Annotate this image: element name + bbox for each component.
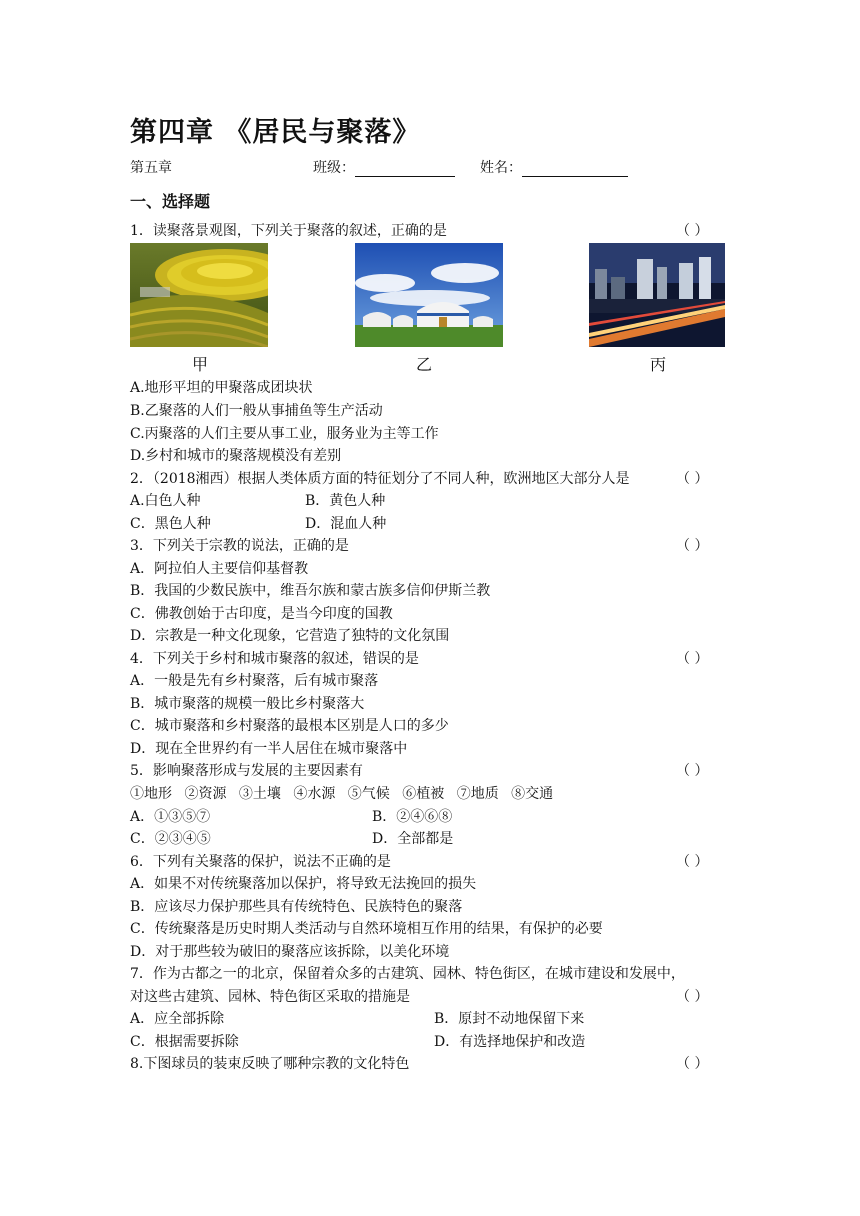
q3-answer-paren: （ ）	[676, 538, 709, 554]
q4-stem: 4．下列关于乡村和城市聚落的叙述，错误的是	[130, 651, 419, 667]
q5-stem: 5．影响聚落形成与发展的主要因素有	[130, 763, 363, 779]
q4-option-b: B．城市聚落的规模一般比乡村聚落大	[130, 696, 365, 712]
terraced-village-photo	[130, 243, 268, 347]
caption-yi: 乙	[416, 355, 433, 374]
q2-stem: 2．（2018湘西）根据人类体质方面的特征划分了不同人种，欧洲地区大部分人是	[130, 471, 630, 487]
q3-option-d: D．宗教是一种文化现象，它营造了独特的文化氛围	[130, 628, 450, 644]
q6-option-a: A．如果不对传统聚落加以保护，将导致无法挽回的损失	[130, 876, 477, 892]
q3-option-c: C．佛教创始于古印度，是当今印度的国教	[130, 606, 393, 622]
q4-option-a: A．一般是先有乡村聚落，后有城市聚落	[130, 673, 379, 689]
q3-option-a: A．阿拉伯人主要信仰基督教	[130, 561, 309, 577]
chapter-label: 第五章	[130, 160, 172, 176]
q2-answer-paren: （ ）	[676, 471, 709, 487]
q2-option-b: B．黄色人种	[305, 493, 386, 509]
name-blank	[522, 162, 628, 177]
q1-option-c: C.丙聚落的人们主要从事工业，服务业为主等工作	[130, 426, 439, 442]
q1-option-b: B.乙聚落的人们一般从事捕鱼等生产活动	[130, 403, 383, 419]
q2-option-c: C．黑色人种	[130, 516, 211, 532]
q6-option-d: D．对于那些较为破旧的聚落应该拆除，以美化环境	[130, 944, 450, 960]
city-skyline-photo	[589, 243, 725, 347]
q7-answer-paren: （ ）	[676, 989, 709, 1005]
q5-answer-paren: （ ）	[676, 763, 709, 779]
caption-bing: 丙	[650, 355, 667, 374]
q1-stem: 1．读聚落景观图，下列关于聚落的叙述，正确的是	[130, 223, 447, 239]
class-field	[313, 157, 455, 177]
q1-option-d: D.乡村和城市的聚落规模没有差别	[130, 448, 342, 464]
q6-option-c: C．传统聚落是历史时期人类活动与自然环境相互作用的结果，有保护的必要	[130, 921, 603, 937]
q7-option-c: C．根据需要拆除	[130, 1034, 239, 1050]
yurt-village-photo	[355, 243, 503, 347]
name-label: 姓名：	[480, 160, 522, 176]
q7-option-d: D．有选择地保护和改造	[434, 1034, 586, 1050]
section-heading: 一、选择题	[130, 192, 211, 211]
page-title: 第四章 《居民与聚落》	[130, 117, 421, 148]
q3-option-b: B．我国的少数民族中，维吾尔族和蒙古族多信仰伊斯兰教	[130, 583, 491, 599]
q8-answer-paren: （ ）	[676, 1056, 709, 1072]
class-blank	[355, 162, 455, 177]
q6-stem: 6．下列有关聚落的保护，说法不正确的是	[130, 854, 391, 870]
q4-option-d: D．现在全世界约有一半人居住在城市聚落中	[130, 741, 408, 757]
caption-jia: 甲	[192, 355, 209, 374]
q6-option-b: B．应该尽力保护那些具有传统特色、民族特色的聚落	[130, 899, 463, 915]
q7-stem-line1: 7．作为古都之一的北京，保留着众多的古建筑、园林、特色街区，在城市建设和发展中，	[130, 966, 685, 982]
q4-option-c: C．城市聚落和乡村聚落的最根本区别是人口的多少	[130, 718, 449, 734]
name-field	[480, 157, 628, 177]
q8-stem: 8.下图球员的装束反映了哪种宗教的文化特色	[130, 1056, 410, 1072]
q1-option-a: A.地形平坦的甲聚落成团块状	[130, 380, 313, 396]
q6-answer-paren: （ ）	[676, 854, 709, 870]
q5-factors: ①地形 ②资源 ③土壤 ④水源 ⑤气候 ⑥植被 ⑦地质 ⑧交通	[130, 786, 554, 802]
q7-option-b: B．原封不动地保留下来	[434, 1011, 585, 1027]
q2-option-d: D．混血人种	[305, 516, 387, 532]
q4-answer-paren: （ ）	[676, 651, 709, 667]
q5-option-a: A．①③⑤⑦	[130, 809, 211, 825]
q5-option-d: D．全部都是	[372, 831, 454, 847]
class-label: 班级：	[313, 160, 355, 176]
q1-answer-paren: （ ）	[676, 223, 709, 239]
q5-option-b: B．②④⑥⑧	[372, 809, 453, 825]
q3-stem: 3．下列关于宗教的说法，正确的是	[130, 538, 349, 554]
q5-option-c: C．②③④⑤	[130, 831, 211, 847]
q2-option-a: A.白色人种	[130, 493, 201, 509]
q7-stem-line2: 对这些古建筑、园林、特色街区采取的措施是	[130, 989, 410, 1005]
q7-option-a: A．应全部拆除	[130, 1011, 225, 1027]
